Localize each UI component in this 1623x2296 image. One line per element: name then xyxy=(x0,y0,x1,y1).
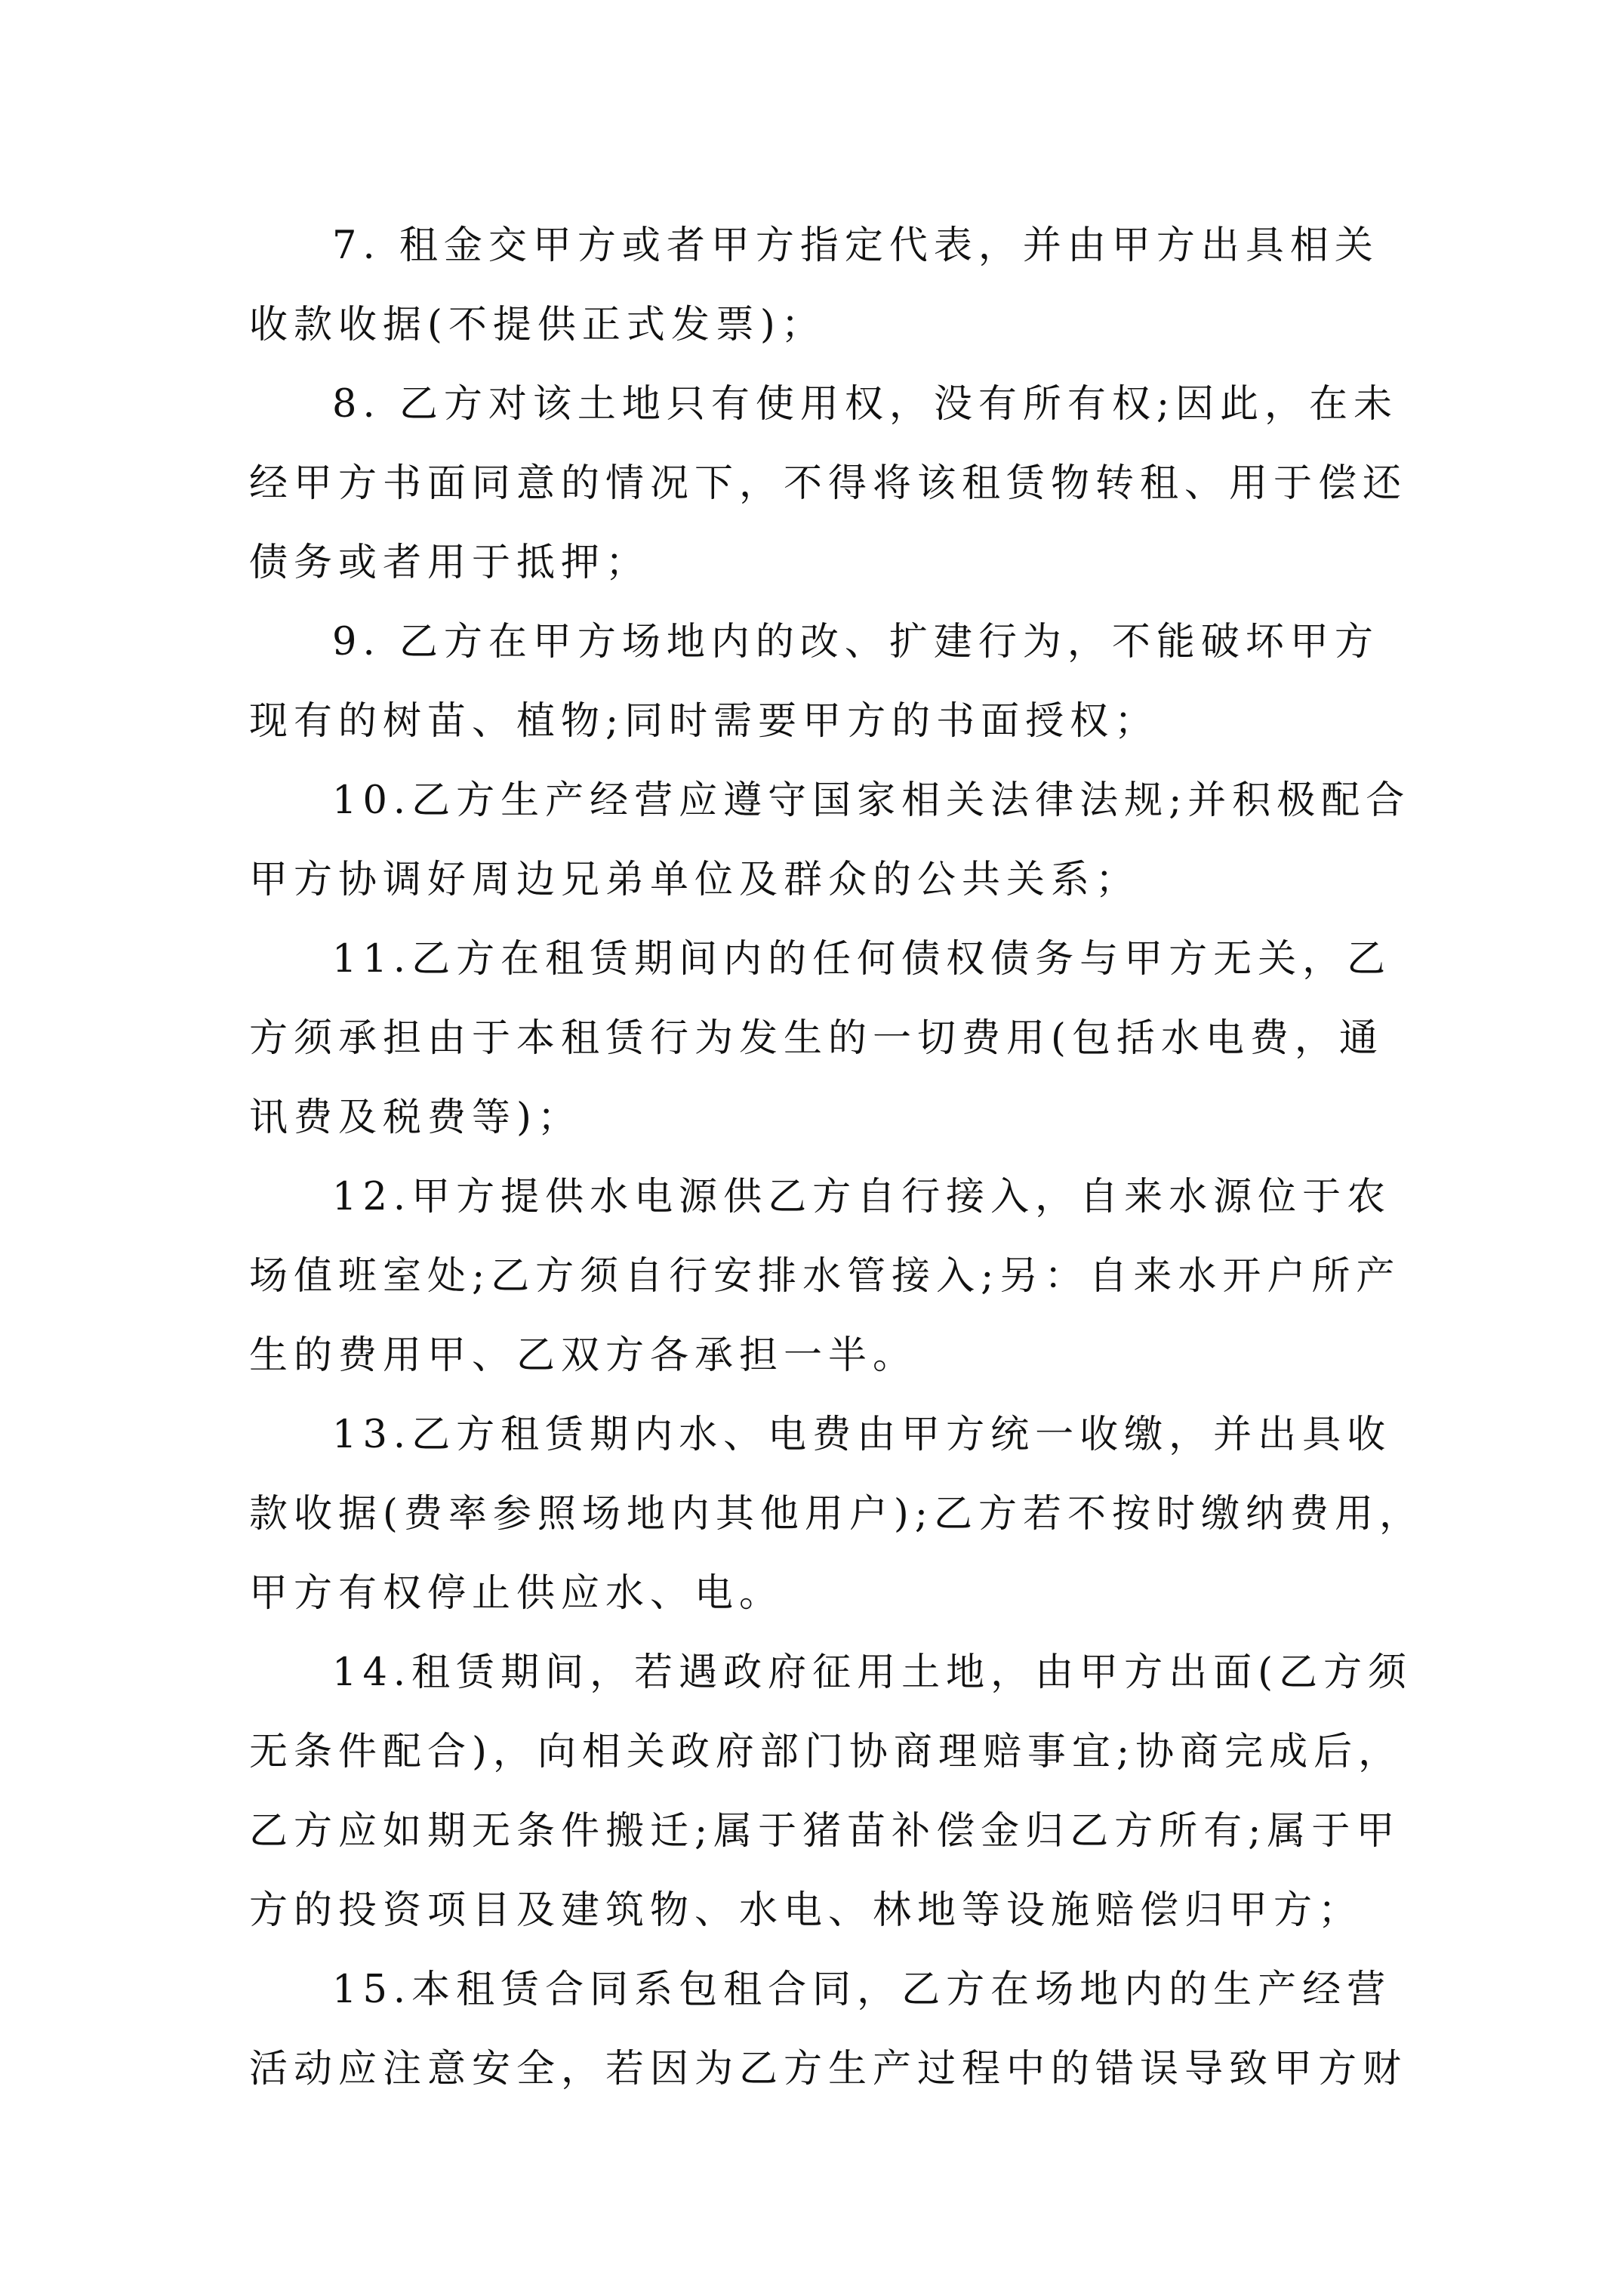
clause-line: 经甲方书面同意的情况下，不得将该租赁物转租、用于偿还 xyxy=(249,461,1408,506)
clause-line: 现有的树苗、植物;同时需要甲方的书面授权； xyxy=(249,699,1160,744)
clause-line: 乙方应如期无条件搬迁;属于猪苗补偿金归乙方所有;属于甲 xyxy=(249,1809,1401,1854)
clause-12 xyxy=(249,1157,1401,1395)
clause-8 xyxy=(249,365,1408,603)
clause-7 xyxy=(249,206,1381,365)
clause-line: 场值班室处;乙方须自行安排水管接入;另：自来水开户所产 xyxy=(249,1254,1401,1299)
clause-line: 10.乙方生产经营应遵守国家相关法律法规;并积极配合 xyxy=(332,778,1411,823)
clause-10 xyxy=(249,761,1411,920)
contract-clauses xyxy=(249,206,1424,2109)
clause-line: 13.乙方租赁期内水、电费由甲方统一收缴，并出具收 xyxy=(332,1413,1392,1457)
clause-line: 11.乙方在租赁期间内的任何债权债务与甲方无关，乙 xyxy=(332,937,1392,982)
clause-line: 12.甲方提供水电源供乙方自行接入，自来水源位于农 xyxy=(332,1175,1392,1219)
clause-line: 方须承担由于本租赁行为发生的一切费用(包括水电费，通 xyxy=(249,1016,1384,1061)
clause-line: 甲方有权停止供应水、电。 xyxy=(249,1571,784,1616)
clause-line: 讯费及税费等)； xyxy=(249,1096,582,1140)
clause-line: 收款收据(不提供正式发票)； xyxy=(249,303,826,347)
clause-line: 7. 租金交甲方或者甲方指定代表，并由甲方出具相关 xyxy=(332,223,1379,268)
clause-line: 无条件配合)，向相关政府部门协商理赔事宜;协商完成后， xyxy=(249,1730,1403,1774)
clause-14 xyxy=(249,1633,1413,1950)
clause-9 xyxy=(249,603,1381,761)
clause-15 xyxy=(249,1950,1408,2109)
clause-line: 债务或者用于抵押； xyxy=(249,541,651,585)
clause-line: 活动应注意安全，若因为乙方生产过程中的错误导致甲方财 xyxy=(249,2047,1408,2091)
clause-line: 9. 乙方在甲方场地内的改、扩建行为，不能破坏甲方 xyxy=(332,620,1379,664)
clause-line: 15.本租赁合同系包租合同，乙方在场地内的生产经营 xyxy=(332,1968,1392,2012)
clause-line: 款收据(费率参照场地内其他用户);乙方若不按时缴纳费用， xyxy=(249,1492,1424,1536)
clause-13 xyxy=(249,1395,1424,1633)
clause-line: 甲方协调好周边兄弟单位及群众的公共关系； xyxy=(249,858,1141,902)
clause-line: 8. 乙方对该土地只有使用权，没有所有权;因此，在未 xyxy=(332,382,1399,427)
clause-line: 14.租赁期间，若遇政府征用土地，由甲方出面(乙方须 xyxy=(332,1650,1413,1695)
clause-line: 方的投资项目及建筑物、水电、林地等设施赔偿归甲方； xyxy=(249,1888,1363,1933)
clause-11 xyxy=(249,920,1392,1157)
clause-line: 生的费用甲、乙双方各承担一半。 xyxy=(249,1333,918,1378)
